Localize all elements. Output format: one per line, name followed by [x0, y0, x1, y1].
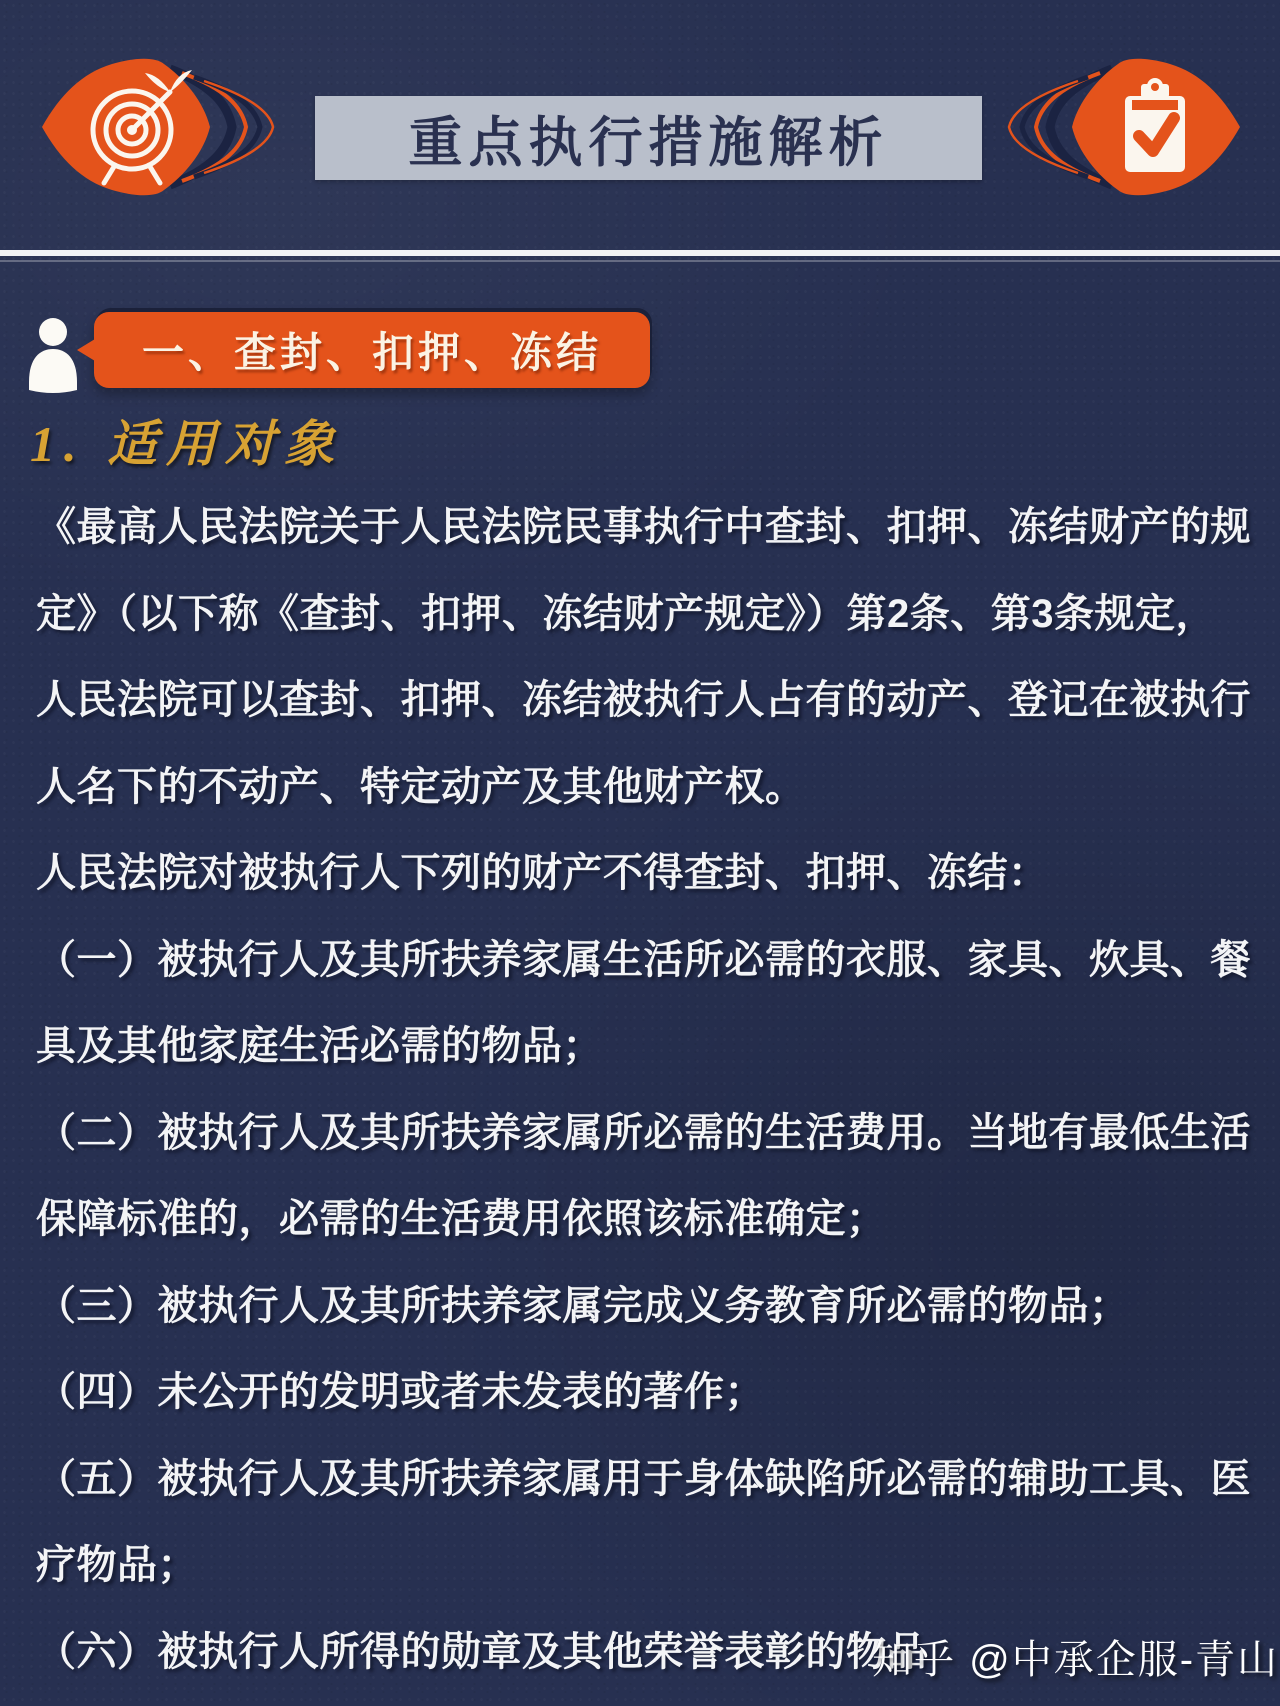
- body-line: 人民法院可以查封、扣押、冻结被执行人占有的动产、登记在被执行: [36, 678, 1251, 722]
- body-line: （三）被执行人及其所扶养家属完成义务教育所必需的物品；: [36, 1283, 1130, 1328]
- body-line: 保障标准的，必需的生活费用依照该标准确定；: [36, 1197, 887, 1241]
- section-badge: [94, 312, 650, 388]
- body-line: （一）被执行人及其所扶养家属生活所必需的衣服、家具、炊具、餐: [36, 937, 1251, 982]
- section-badge-label: 一、查封、扣押、冻结: [141, 331, 602, 377]
- clipboard-check-icon: [998, 56, 1242, 203]
- person-icon: [26, 316, 80, 403]
- title-banner: [315, 96, 982, 180]
- page-title: 重点执行措施解析: [408, 112, 889, 173]
- header-divider-line-thin: [0, 260, 1280, 262]
- body-line: 人名下的不动产、特定动产及其他财产权。: [36, 764, 806, 809]
- body-line: （二）被执行人及其所扶养家属所必需的生活费用。当地有最低生活: [36, 1110, 1251, 1155]
- target-dart-icon: [40, 56, 284, 203]
- body-line: 定》（以下称《查封、扣押、冻结财产规定》）第2条、第3条规定，: [36, 591, 1216, 636]
- subsection-heading: 1. 适用对象: [30, 416, 343, 472]
- body-line: 《最高人民法院关于人民法院民事执行中查封、扣押、冻结财产的规: [36, 505, 1251, 549]
- body-line: 疗物品；: [36, 1543, 198, 1587]
- header-divider-line: [0, 250, 1280, 256]
- body-line: （六）被执行人所得的勋章及其他荣誉表彰的物品: [36, 1629, 927, 1674]
- body-line: 具及其他家庭生活必需的物品；: [36, 1024, 603, 1068]
- body-text-block: [36, 484, 1251, 1695]
- watermark: 知乎 @中承企服-青山: [872, 1638, 1280, 1682]
- body-line: （四）未公开的发明或者未发表的著作；: [36, 1370, 765, 1414]
- body-line: 人民法院对被执行人下列的财产不得查封、扣押、冻结：: [36, 851, 1049, 895]
- body-line: （五）被执行人及其所扶养家属用于身体缺陷所必需的辅助工具、医: [36, 1456, 1251, 1501]
